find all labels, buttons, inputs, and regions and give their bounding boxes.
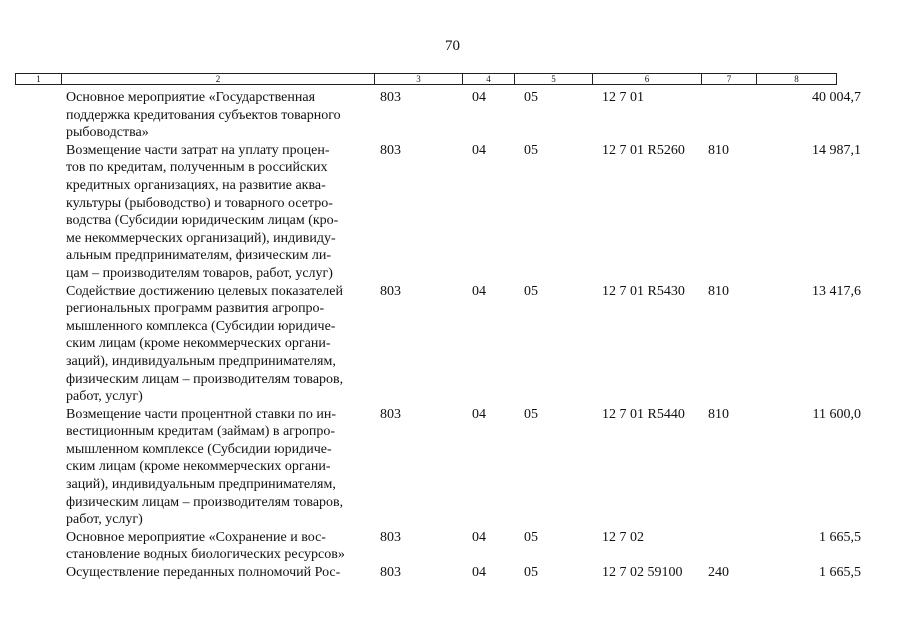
- row-ved: 803: [380, 90, 401, 105]
- header-col-4: 4: [463, 74, 515, 84]
- row-pr: 05: [524, 283, 538, 299]
- row-rz: 04: [472, 406, 486, 422]
- row-csr: 12 7 01 R5440: [602, 406, 685, 422]
- row-pr: 05: [524, 90, 538, 105]
- row-vr: 240: [708, 565, 729, 581]
- row-rz: 04: [472, 565, 486, 581]
- header-col-2: 2: [62, 74, 375, 84]
- table-header: [15, 73, 837, 85]
- row-pr: 05: [524, 529, 538, 545]
- row-name: Основное мероприятие «Государственная поддержка кредитования субъектов товарного рыбоводства»: [66, 90, 341, 141]
- row-rz: 04: [472, 283, 486, 299]
- row-sum: 13 417,6: [812, 283, 861, 299]
- row-name: Содействие достижению целевых показателей региональных программ развития агропро- мышленного комплекса (Субсидии юридиче- ским лицам (кроме некоммерческих органи- заций), индивидуальным предпринимателям, физическим лицам – производителям товаров, работ, услуг): [66, 283, 344, 405]
- row-name: Возмещение части затрат на уплату процен- тов по кредитам, полученным в российских кредитных организациях, на развитие аква- культуры (рыбоводство) и товарного осетро- водства (Субсидии юридическим лицам (кро- ме некоммерческих организаций), индивиду- альным предпринимателям, физическим ли- цам – производителям товаров, работ, услуг): [66, 142, 339, 281]
- row-vr: 810: [708, 142, 729, 158]
- row-ved: 803: [380, 529, 401, 545]
- row-name: Осуществление переданных полномочий Рос-: [66, 565, 341, 581]
- row-vr: 810: [708, 283, 729, 299]
- row-csr: 12 7 02: [602, 529, 644, 545]
- row-csr: 12 7 01 R5430: [602, 283, 685, 299]
- table-row: [0, 283, 905, 406]
- table-row: [0, 564, 905, 582]
- row-csr: 12 7 02 59100: [602, 565, 683, 581]
- row-rz: 04: [472, 142, 486, 158]
- header-col-7: 7: [702, 74, 757, 84]
- row-rz: 04: [472, 90, 486, 105]
- header-col-3: 3: [375, 74, 463, 84]
- header-col-8: 8: [794, 74, 799, 84]
- row-pr: 05: [524, 406, 538, 422]
- row-sum: 1 665,5: [819, 565, 861, 581]
- row-name: Основное мероприятие «Сохранение и вос- становление водных биологических ресурсов»: [66, 529, 345, 563]
- table-row: [0, 142, 905, 283]
- row-sum: 14 987,1: [812, 142, 861, 158]
- page-number: 70: [445, 38, 460, 54]
- row-ved: 803: [380, 283, 401, 299]
- table-body: [0, 89, 905, 582]
- row-vr: 810: [708, 406, 729, 422]
- row-pr: 05: [524, 142, 538, 158]
- table-row: [0, 529, 905, 564]
- row-ved: 803: [380, 565, 401, 581]
- row-csr: 12 7 01 R5260: [602, 142, 685, 158]
- row-sum: 11 600,0: [812, 406, 861, 422]
- header-col-1: 1: [16, 74, 62, 84]
- row-pr: 05: [524, 565, 538, 581]
- header-col-6: 6: [593, 74, 702, 84]
- table-row: [0, 406, 905, 529]
- row-csr: 12 7 01: [602, 90, 644, 105]
- header-col-5: 5: [515, 74, 593, 84]
- row-rz: 04: [472, 529, 486, 545]
- row-sum: 1 665,5: [819, 529, 861, 545]
- row-sum: 40 004,7: [812, 90, 861, 105]
- row-ved: 803: [380, 406, 401, 422]
- table-row: [0, 89, 905, 142]
- row-ved: 803: [380, 142, 401, 158]
- row-name: Возмещение части процентной ставки по ин- вестиционным кредитам (займам) в агропро- мышленном комплексе (Субсидии юридиче- ским лицам (кроме некоммерческих органи- заций), индивидуальным предпринимателям, физическим лицам – производителям товаров, работ, услуг): [66, 406, 344, 528]
